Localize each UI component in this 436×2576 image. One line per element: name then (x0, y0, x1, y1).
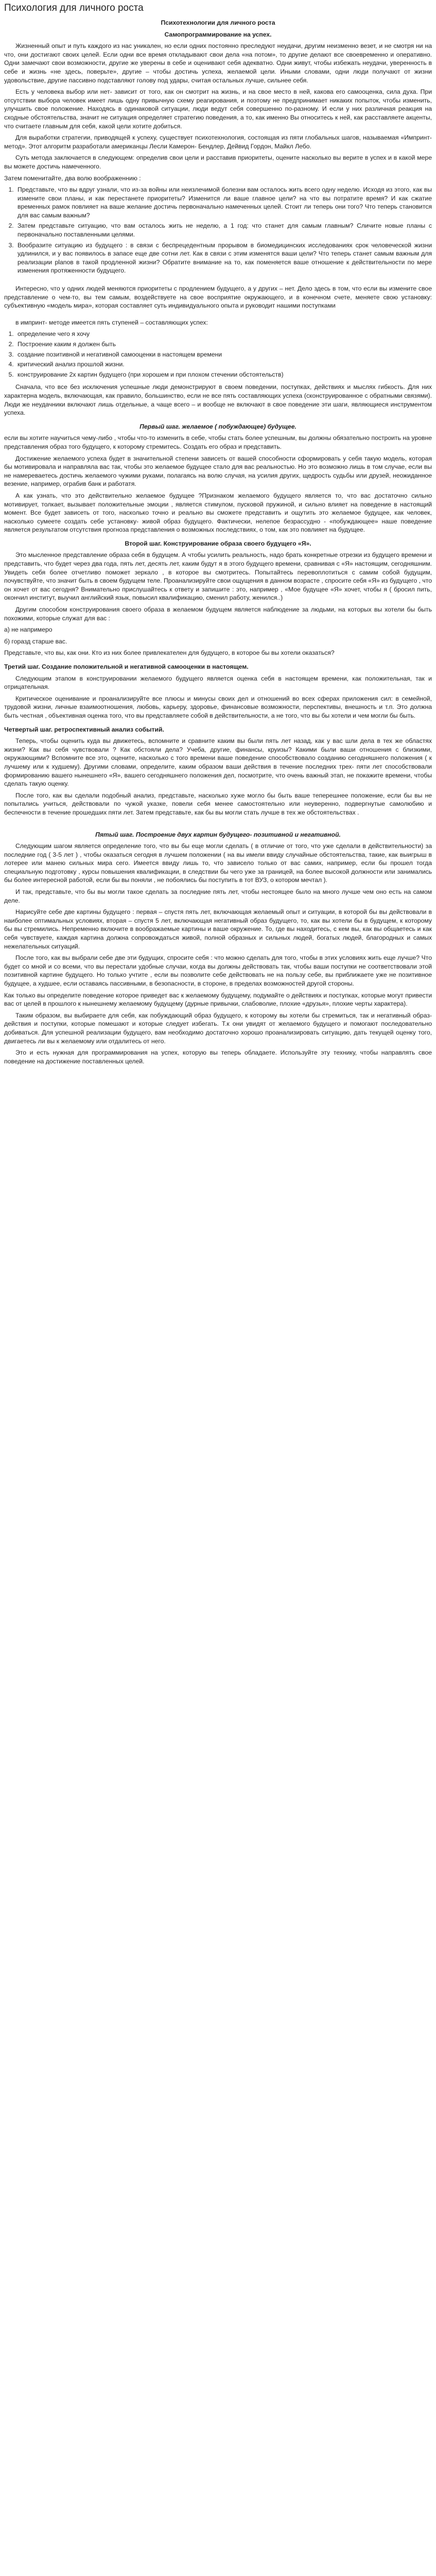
step1-heading: Первый шаг. желаемое ( побуждающее) будущее. (139, 422, 297, 430)
middle-paragraph: в импринт- методе имеется пять ступеней – составляющих успех: (15, 318, 208, 326)
questions-list (4, 185, 432, 275)
step5-paragraph: Как только вы определите поведение которое приведет вас к желаемому будущему, подумайте о действиях и поступках, которые могут привести вас от целей в прошлого к нынешнему желаемому будущему (дурные привычки, слабоволие, плохие «друзья», плохие черты характера). (4, 991, 432, 1008)
question-item: 1. Представьте, что вы вдруг узнали, что из-за войны или неизлечимой болезни вам осталось жить всего одну неделю. Исходя из этого, как вы измените свои планы, и как перестанете приоритеты? Изменится ли ваше главное цели? на что вы потратите время? И как сжатие временных рамок повлияет на ваше желание достичь первоначально намеченных целей. Стоит ли теперь они того? Что теперь становится для вас самым важным? (15, 185, 432, 219)
document-title: Психотехнологии для личного роста (161, 19, 275, 26)
step5-paragraph: И так, представьте, что бы вы могли такое сделать за последние пять лет, чтобы нестоящее было на много лучше чем оно есть на самом деле. (4, 888, 432, 904)
step1-paragraph: если вы хотите научиться чему-либо , чтобы что-то изменить в себе, чтобы стать более успешным, вы должны обязательно построить на уровне представления образ того будущего, к которому стремитесь. Создать его образ и представить. (4, 434, 432, 450)
step1-paragraph: Достижение желаемого успеха будет в значительной степени зависеть от вашей способности сформировать у себя такую модель, которая бы мотивировала и направляла вас так, чтобы это желаемое будущее стало для вас реальностью. Но это возможно лишь в том случае, если вы не намереваетесь достичь желаемого чужими руками, полагаясь на волю случая, на усилия других, щедрость судьбы или друзей, неожиданное везение, например, ограбив банк и работатя. (4, 454, 432, 488)
step4-heading: Четвертый шаг. ретроспективный анализ событий. (4, 725, 164, 733)
intro-paragraph: Есть у человека выбор или нет- зависит от того, как он смотрит на жизнь, и на свое место в ней, какова его самооценка, сила духа. При отсутствии выбора человек имеет лишь одну привычную схему реагирования, и поэтому не предпринимает никаких попыток, чтобы изменить, улучшить свое положение. Находясь в одинаковой ситуации, люди ведут себя совершенно по-разному. И если у них различная реакция на сходные обстоятельства, значит не ситуация определяет стратегию поведения, а то, как именно Вы относитесь к ней, как расставляете акценты, что считаете главным для себя, какой цели хотите добиться. (4, 88, 432, 130)
step-item: 4. критический анализ прошлой жизни. (15, 360, 432, 369)
step3-paragraph: Критическое оценивание и проанализируйте все плюсы и минусы своих дел и отношений во всех сферах приложения сил: в семейной, трудовой жизни, личные взаимоотношения, любовь, карьеру, здоровье, финансовые возможности, перспективы, внешность и т.п. Это должна быть честная , объективная оценка того, что вы представляете собой в действительности, а не того, что вы бы хотели и чем могли бы быть. (4, 694, 432, 719)
step5-paragraph: Следующим шагом является определение того, что вы бы еще могли сделать ( в отличие от того, что уже сделали в действительности) за последние год ( 3-5 лет ) , чтобы оказаться сегодня в лучшем положении ( на вы имели ввиду случайные обстоятельства, такие, как выигрыш в лотерее или манею сильных мира сего. Имеется ввиду лишь то, что зависело только от вас самих, например, если бы прошел тогда специальную подготовку , курсы повышения квалификации, в следствии бы чего уже за границей, на более высокой должности или занимались бы более интересной работой, если бы вы поняли , не побоялись бы поступить в тот ВУЗ, о котором мечтал ). (4, 842, 432, 884)
section-title: Самопрограммирование на успех. (164, 30, 272, 38)
step2-list-item: б) горазд старше вас. (4, 637, 67, 645)
step-item: 3. создание позитивной и негативной самооценки в настоящем времени (15, 350, 432, 359)
question-item: 2. Затем представьте ситуацию, что вам осталось жить не неделю, а 1 год: что станет для самым главным? Сличите новые планы с первоначально поставленными целями. (15, 222, 432, 239)
intro-paragraph: Жизненный опыт и путь каждого из нас уникален, но если одних постоянно преследуют неудачи, другим неизменно везет, и не смотря ни на что, они достигают своих целей. Если одни все время откладывают свои дела «на потом», то другие делают все своевременно и оперативно. Одни замечают свои возможности, другие же уверены в себе и оценивают себя адекватно. Одни живут, чтобы избежать неудачи, уверенность в себе и жизнь «не здесь, поверьте», другие – чтобы достичь успеха, желаемой цели. Иными словами, одни люди получают от жизни удовольствие, другие пассивно подставляют голову под удары, считая остальных лучше, сильнее себя. (4, 42, 432, 84)
step3-paragraph: Следующим этапом в конструировании желаемого будущего является оценка себя в настоящем времени, как положительная, так и отрицательная. (4, 674, 432, 691)
spacer (4, 279, 432, 284)
step1-paragraph: А как узнать, что это действительно желаемое будущее ?Признаком желаемого будущего является то, что вас достаточно сильно мотивирует, толкает, вызывает положительные эмоции , является стимулом, пусковой пружиной, и сильно влияет на поведение в настоящий момент. Все будет зависеть от того, насколько точно и реально вы сможете представить и ощутить это желаемое будущее, как человек, насколько сумеете создать себе установку- живой образ будущего. Фактически, нелепое безрассудно - «побуждающее» наше поведение является результатом отсутствия прогноза представления о возможных последствиях, о том, как это повлияет на будущее. (4, 492, 432, 534)
spacer (4, 820, 432, 825)
step5-paragraph: Нарисуйте себе две картины будущего : первая – спустя пять лет, включающая желаемый опыт и ситуации, в которой бы вы действовали в наиболее оптимальных условиях, вторая – спустя 5 лет, включающая негативный образ будущего, то, как вы хотели бы в будущем, к которому бы вы стремились. Непременно включите в воображаемые картины и ваше окружение. То, где вы находитесь, с кем вы, как вы общаетесь и как себя чувствуете, каждая картина должна сопровождаться живой, полной образных и сильных людей, богатых людей, благородных и самых нежелательных ситуаций. (4, 908, 432, 950)
questions-intro: Затем поменитайте, два волю воображеннию : (4, 174, 141, 182)
question-item: 3. Вообразите ситуацию из будущего : в связи с беспрецедентным прорывом в биомедицинских исследованиях срок человеческой жизни удлинился, и у вас появилось в запасе еще две сотни лет. Как в связи с этим изменятся ваши цели? Что теперь станет самым важным для реализации planов в такой продленной жизни? Обратите внимание на то, как поменяется ваше отношение к действительности по мере изменения протяженности будущего. (15, 241, 432, 275)
step3-heading: Третий шаг. Создание положительной и негативной самооценки в настоящем. (4, 663, 249, 670)
step5-paragraph: Это и есть нужная для программирования на успех, которую вы теперь обладаете. Используйте эту технику, чтобы направлять свое поведение на достижение поставленных целей. (4, 1049, 432, 1065)
steps-list (4, 330, 432, 379)
step4-paragraph: Теперь, чтобы оценить куда вы движетесь, вспомните и сравните каким вы были пять лет назад, как у вас шли дела в тех же областях жизни? Как вы себя чувствовали ? Как обстояли дела? Учеба, другие, финансы, круизы? Какими были ваши отношения с близкими, окружающими? Вспомните все это, оцените, насколько с того времени ваше поведение способствовало созданию сегодняшнего положения ( к лучшему или к худшему). Другими словами, определите, каким образом ваши действия в течение последних трех- пяти лет способствовали формированию вашего нынешнего «Я», вашего сегодняшнего положения дел, посмотрите, что очень важный этап, не покажите времени, чтобы сделать такую оценку. (4, 737, 432, 788)
intro-paragraph: Для выработки стратегии, приводящей к успеху, существует психотехнология, состоящая из пяти глобальных шагов, называемая «Импринт- метод». Этот алгоритм разработали американцы Лесли Камерон- Бендлер, Дейвид Гордон, Майкл Лебо. (4, 134, 432, 150)
step-item: 5. конструирование 2х картин будущего (при хорошем и при плохом стечении обстоятельств) (15, 370, 432, 379)
after-steps-paragraph: Сначала, что все без исключения успешные люди демонстрируют в своем поведении, поступках, действиях и мыслях гибкость. Для них характерна модель, включающая, как правило, большинство, если не все пять составляющих успеха (сконструированное с обратными связями). Люди же неудачники включают лишь отдельные, а чаще всего – и вообще не включают в свое поведение эти шаги, являющиеся инструментом успеха. (4, 383, 432, 417)
step2-paragraph: Это мысленное представление образа себя в будущем. А чтобы усилить реальность, надо брать конкретные отрезки из будущего времени и представить, что будет через два года, пять лет, десять лет, каким будут я в этого будущего времени, сравнивая с «Я» настоящим, сегодняшним. Увидеть себя более отчетливо поможет зеркало , в которое вы смотритесь. Попытайтесь перевоплотиться с самим собой будущим, почувствуйте, что значит быть в своем будущем теле. Проанализируйте свои ощущения в данном возрасте , спросите себя «Я» из будущего , что он хочет от вас сегодня? Внимательно прислушайтесь к ответу и запишите : это, например , «Мое будущее «Я» хочет, чтобы я ( бросил пить, окончил институт, выучил английский язык, повысил квалификацию, сменил работу, женился..) (4, 551, 432, 602)
step-item: 1. определение чего я хочу (15, 330, 432, 338)
middle-paragraph: Интересно, что у одних людей меняются приоритеты с продлением будущего, а у других – нет. Дело здесь в том, что если вы измените свое представление о чем-то, вы тем самым, воздействуете на свое восприятие окружающего, и в конечном счете, меняете свою установку: субъективную «модель мира», которая составляет суть индивидуального опыта и руководит нашими поступками (4, 285, 432, 310)
page-title: Психология для личного роста (4, 3, 144, 13)
step5-paragraph: После того, как вы выбрали себе две эти будущих, спросите себя : что можно сделать для того, чтобы в этих условиях жить еще лучше? Что будет со мной и со всеми, что вы перестали удобные случаи, когда вы должны действовать так, чтобы ваши поступки не соответствовали этой позитивной картине будущего. Но только учтите , если вы позволите себе действовать не на пользу себе, вы приближаете уже не позитивное будущее, а худшее, если оставаясь пассивными, в безопасности, в стороне, в пределах возможностей другой стороны. (4, 954, 432, 987)
step2-paragraph: Другим способом конструирования своего образа в желаемом будущем является наблюдение за людьми, на которых вы хотели бы быть похожими, которые служат для вас : (4, 606, 432, 622)
step5-paragraph: Таким образом, вы выбираете для себя, как побуждающий образ будущего, к которому вы хотели бы стремиться, так и негативный образ- действия и поступки, которые помешают и которые следует избегать. Т.к они увидят от желаемого будущего и помогают последовательно добиваться. Для успешной реализации будущего, вам необходимо достаточно хорошо проанализировать ситуацию, дать текущей оценку того, двигаетесь ли вы к желаемому или отдалитесь от него. (4, 1011, 432, 1045)
step-item: 2. Построение каким я должен быть (15, 340, 432, 349)
intro-paragraph: Суть метода заключается в следующем: определив свои цели и расставив приоритеты, оцените насколько вы верите в успех и в какой мере вы можете достичь намеченного. (4, 154, 432, 170)
step4-paragraph: После того, как вы сделали подобный анализ, представьте, насколько хуже могло бы быть ваше теперешнее положение, если бы вы не попытались учиться, действовали по чужой указке, повели себя менее самостоятельно или неуверенно, подвергнутые самолюбию и беспечности в течение прошедших пяти лет. Затем представьте, как бы вы могли стать лучше в тех же обстоятельствах . (4, 791, 432, 816)
step2-heading: Второй шаг. Конструирование образа своего будущего «Я». (125, 539, 311, 547)
step5-heading: Пятый шаг. Построение двух картин будущего- позитивной и негативной. (95, 831, 341, 838)
step2-list-item: а) не напримерo (4, 626, 53, 634)
step2-end: Представьте, что вы, как они. Кто из них более привлекателен для будущего, в которое бы вы хотели оказаться? (4, 649, 335, 657)
document-page (0, 0, 436, 1079)
spacer (4, 313, 432, 318)
